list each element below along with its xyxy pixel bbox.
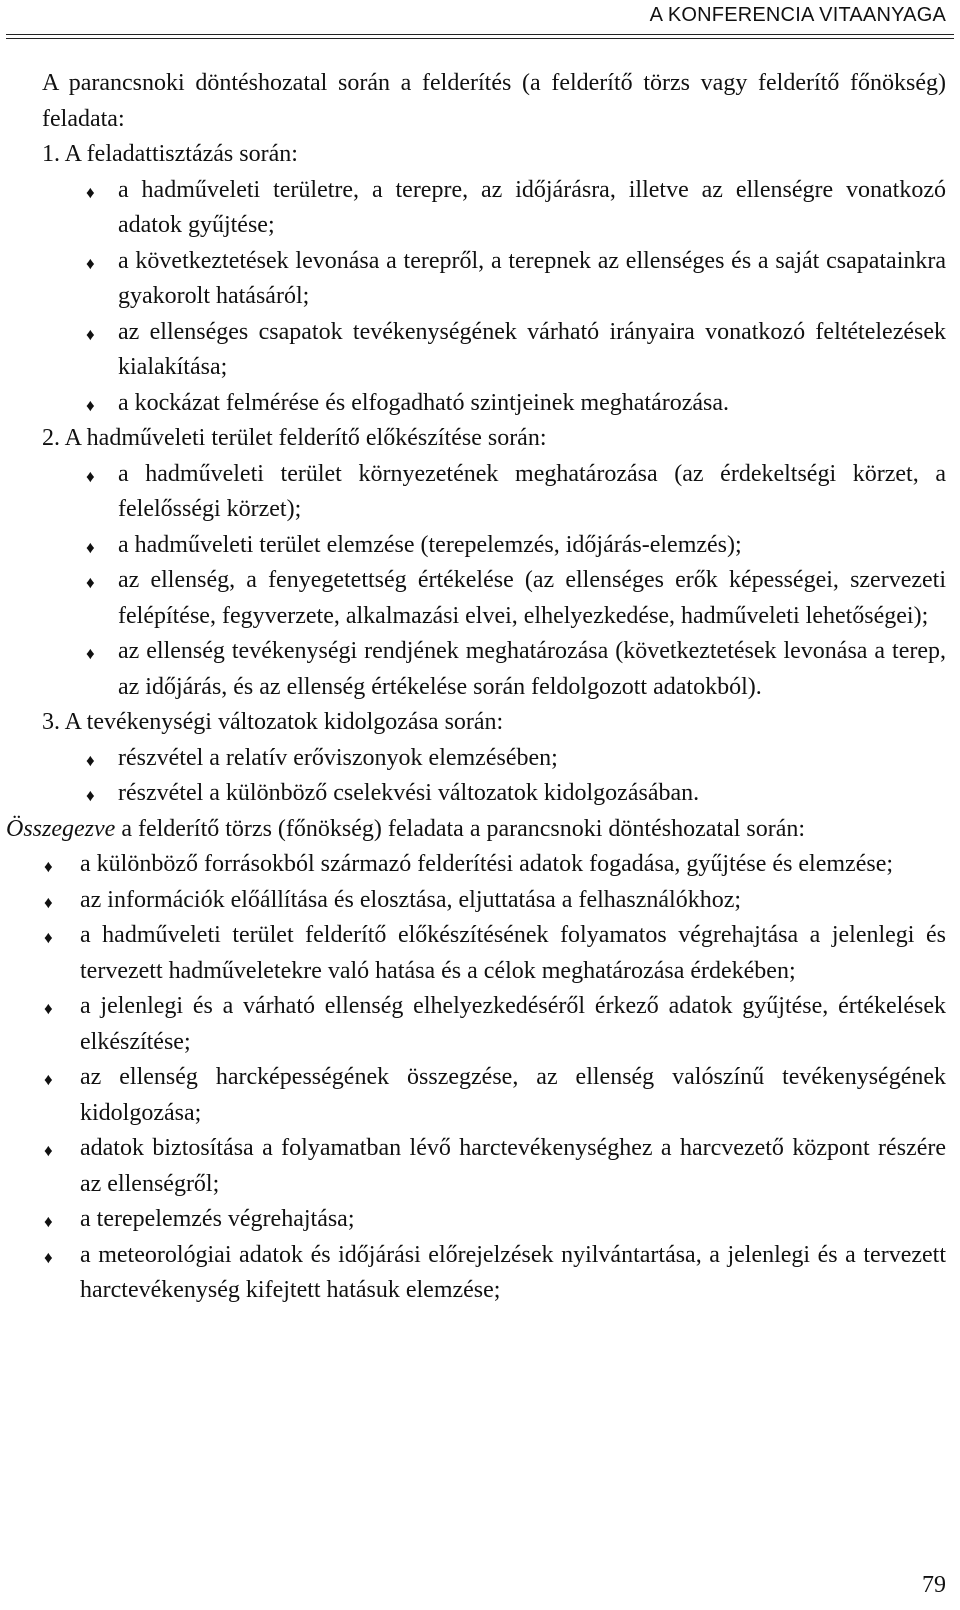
diamond-bullet-icon: ♦ [86, 573, 95, 592]
running-header-title: A KONFERENCIA VITAANYAGA [649, 4, 946, 26]
list-item: ♦ a hadműveleti terület felderítő előkészítésének folyamatos végrehajtása a jelenlegi és tervezett hadműveletekre való hatása és a célok meghatározása érdekében; [44, 922, 946, 984]
diamond-bullet-icon: ♦ [44, 1212, 53, 1231]
list-item: ♦ az ellenség tevékenységi rendjének meghatározása (következtetések levonása a terep, az időjárás, és az ellenség értékelése során feldolgozott adatokból). [86, 638, 946, 700]
diamond-bullet-icon: ♦ [86, 182, 95, 202]
list-item: ♦ az információk előállítása és elosztása, eljuttatása a felhasználókhoz; [0, 883, 960, 919]
section-3-heading: 3. A tevékenységi változatok kidolgozása során: [42, 709, 504, 735]
list-item: ♦ az ellenség harcképességének összegzése, az ellenség valószínű tevékenységének kidolgozása; [44, 1064, 946, 1126]
list-item: ♦ a kockázat felmérése és elfogadható szintjeinek meghatározása. [0, 386, 960, 422]
diamond-bullet-icon: ♦ [86, 324, 95, 344]
section-3-list [0, 741, 960, 812]
list-item: ♦ a terepelemzés végrehajtása; [0, 1202, 960, 1238]
list-item: ♦ adatok biztosítása a folyamatban lévő harctevékenységhez a harcvezető központ részére az ellenségről; [44, 1135, 946, 1197]
list-item: ♦ részvétel a relatív erőviszonyok elemzésében; [0, 741, 960, 777]
intro-paragraph: A parancsnoki döntéshozatal során a felderítés (a felderítő törzs vagy felderítő főnökség) feladata: [42, 70, 946, 132]
diamond-bullet-icon: ♦ [44, 928, 53, 947]
list-item: ♦ a különböző forrásokból származó felderítési adatok fogadása, gyűjtése és elemzése; [0, 847, 960, 883]
section-2-list [0, 457, 960, 706]
page-header [0, 0, 960, 42]
diamond-bullet-icon: ♦ [86, 537, 95, 557]
diamond-bullet-icon: ♦ [44, 857, 53, 876]
section-1-heading: 1. A feladattisztázás során: [42, 141, 298, 167]
list-item: ♦ a hadműveleti területre, a terepre, az időjárásra, illetve az ellenségre vonatkozó adatok gyűjtése; [86, 176, 946, 238]
diamond-bullet-icon: ♦ [44, 1141, 53, 1160]
summary-list [0, 847, 960, 1309]
list-item: ♦ a jelenlegi és a várható ellenség elhelyezkedéséről érkező adatok gyűjtése, értékelések elkészítése; [44, 993, 946, 1055]
diamond-bullet-icon: ♦ [86, 253, 95, 273]
diamond-bullet-icon: ♦ [44, 1247, 53, 1267]
diamond-bullet-icon: ♦ [86, 644, 95, 663]
list-item: ♦ a következtetések levonása a terepről, a terepnek az ellenséges és a saját csapatainkra gyakorolt hatásáról; [86, 247, 946, 309]
list-item: ♦ a meteorológiai adatok és időjárási előrejelzések nyilvántartása, a jelenlegi és a tervezett harctevékenység kifejtett hatásuk elemzése; [44, 1241, 946, 1303]
list-item: ♦ a hadműveleti terület elemzése (terepelemzés, időjárás-elemzés); [0, 528, 960, 564]
list-item: ♦ az ellenséges csapatok tevékenységének várható irányaira vonatkozó feltételezések kialakítása; [86, 318, 946, 380]
summary-paragraph [0, 812, 960, 848]
diamond-bullet-icon: ♦ [86, 786, 95, 805]
diamond-bullet-icon: ♦ [44, 999, 53, 1018]
list-item: ♦ részvétel a különböző cselekvési változatok kidolgozásában. [0, 776, 960, 812]
summary-text: a felderítő törzs (főnökség) feladata a parancsnoki döntéshozatal során: [115, 815, 806, 842]
diamond-bullet-icon: ♦ [44, 1070, 53, 1089]
page-number: 79 [922, 1572, 946, 1598]
diamond-bullet-icon: ♦ [86, 466, 95, 486]
document-body [0, 66, 960, 1309]
diamond-bullet-icon: ♦ [86, 750, 95, 770]
section-1-list [0, 173, 960, 422]
header-divider [6, 34, 954, 39]
section-2-heading: 2. A hadműveleti terület felderítő előkészítése során: [42, 425, 547, 451]
diamond-bullet-icon: ♦ [86, 395, 95, 415]
list-item: ♦ az ellenség, a fenyegetettség értékelése (az ellenséges erők képességei, szervezeti felépítése, fegyverzete, alkalmazási elvei, elhelyezkedése, hadműveleti lehetőségei); [86, 567, 946, 629]
diamond-bullet-icon: ♦ [44, 892, 53, 912]
list-item: ♦ a hadműveleti terület környezetének meghatározása (az érdekeltségi körzet, a felelősségi körzet); [86, 460, 946, 522]
summary-lead: Összegezve [6, 815, 116, 842]
